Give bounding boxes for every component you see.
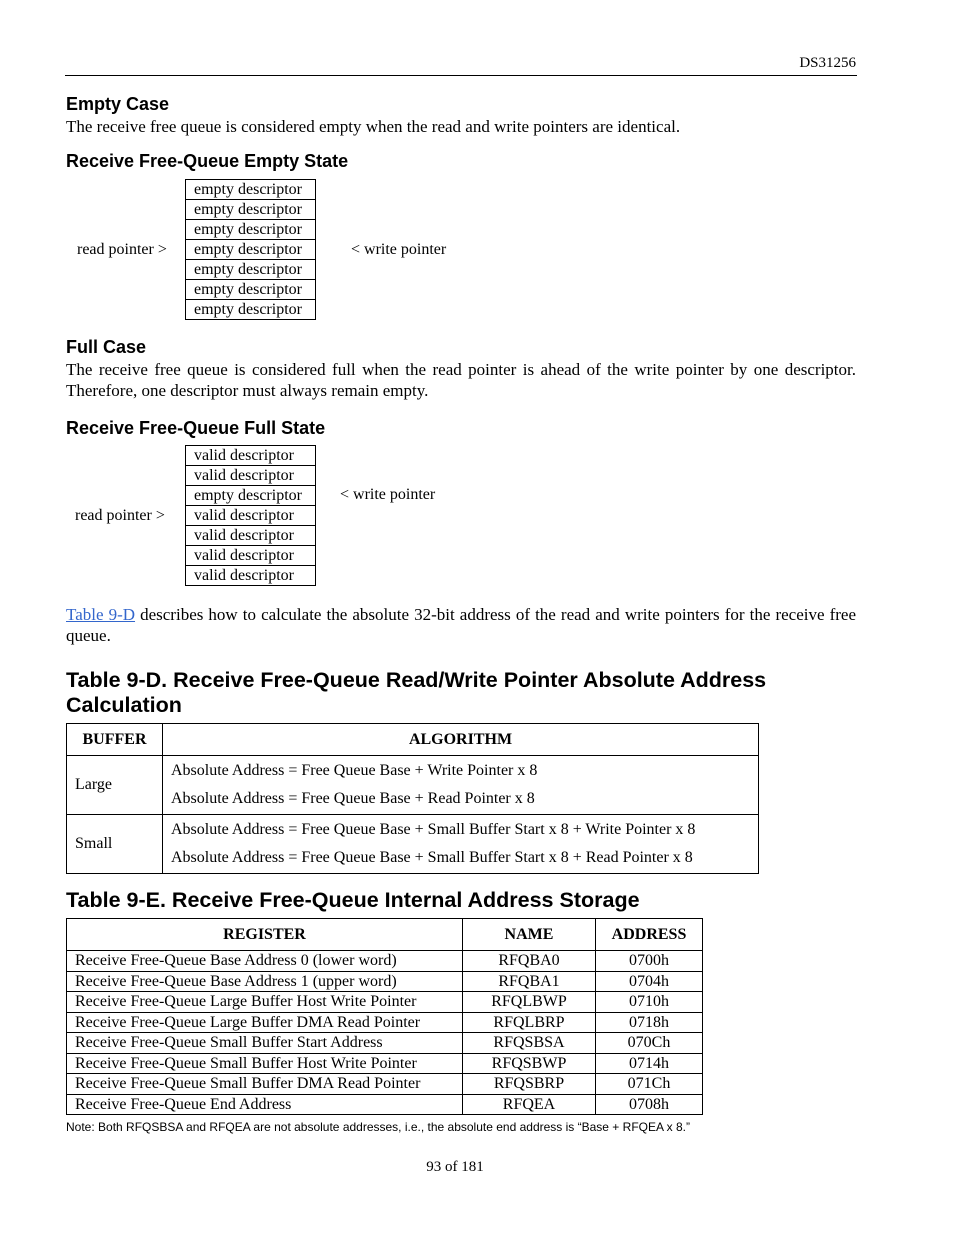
full-write-pointer-label: < write pointer (340, 486, 436, 503)
full-read-pointer-label: read pointer > (75, 507, 165, 524)
full-state-queue (185, 445, 316, 586)
algorithm-line: Absolute Address = Free Queue Base + Small Buffer Start x 8 + Read Pointer x 8 (171, 849, 693, 866)
queue-slot-label: empty descriptor (186, 300, 316, 320)
register-cell: Receive Free-Queue End Address (67, 1094, 463, 1115)
table-note: Note: Both RFQSBSA and RFQEA are not absolute addresses, i.e., the absolute end address is “Base + RFQEA x 8.” (66, 1120, 690, 1134)
register-cell: Receive Free-Queue Small Buffer Start Address (67, 1033, 463, 1054)
table-reference-paragraph (66, 604, 856, 646)
queue-slot (186, 220, 316, 240)
empty-state-queue (185, 179, 316, 320)
address-cell: 071Ch (596, 1074, 703, 1095)
queue-slot (186, 446, 316, 466)
name-cell: RFQLBWP (463, 992, 596, 1013)
algorithm-cell (163, 815, 759, 874)
register-cell: Receive Free-Queue Base Address 0 (lower word) (67, 951, 463, 972)
queue-slot-label: empty descriptor (186, 486, 316, 506)
column-header-register: REGISTER (67, 919, 463, 951)
address-cell: 0714h (596, 1053, 703, 1074)
empty-case-heading: Empty Case (66, 94, 170, 114)
document-id: DS31256 (799, 55, 856, 71)
table-row (67, 1012, 703, 1033)
register-cell: Receive Free-Queue Small Buffer DMA Read Pointer (67, 1074, 463, 1095)
address-cell: 0700h (596, 951, 703, 972)
name-cell: RFQSBSA (463, 1033, 596, 1054)
name-cell: RFQBA0 (463, 951, 596, 972)
address-cell: 0718h (596, 1012, 703, 1033)
register-cell: Receive Free-Queue Large Buffer Host Write Pointer (67, 992, 463, 1013)
header-rule (65, 75, 857, 76)
queue-slot-label: valid descriptor (186, 566, 316, 586)
table-9d (66, 723, 759, 874)
table-row (67, 1053, 703, 1074)
queue-slot (186, 200, 316, 220)
queue-slot-label: valid descriptor (186, 506, 316, 526)
queue-slot-label: empty descriptor (186, 200, 316, 220)
table-row (67, 1074, 703, 1095)
name-cell: RFQEA (463, 1094, 596, 1115)
name-cell: RFQSBWP (463, 1053, 596, 1074)
queue-slot-label: empty descriptor (186, 220, 316, 240)
table-row (67, 992, 703, 1013)
queue-slot-label: valid descriptor (186, 546, 316, 566)
register-cell: Receive Free-Queue Base Address 1 (upper word) (67, 971, 463, 992)
queue-slot (186, 280, 316, 300)
table-9d-title: Table 9-D. Receive Free-Queue Read/Write Pointer Absolute Address Calculation (66, 668, 767, 717)
empty-state-heading: Receive Free-Queue Empty State (66, 151, 349, 171)
address-cell: 0708h (596, 1094, 703, 1115)
queue-slot (186, 180, 316, 200)
algorithm-cell (163, 756, 759, 815)
register-cell: Receive Free-Queue Large Buffer DMA Read Pointer (67, 1012, 463, 1033)
queue-slot (186, 466, 316, 486)
table-row (67, 1033, 703, 1054)
empty-write-pointer-label: < write pointer (351, 241, 447, 258)
column-header-address: ADDRESS (596, 919, 703, 951)
queue-slot (186, 566, 316, 586)
column-header-algorithm: ALGORITHM (163, 724, 759, 756)
table-row (67, 815, 759, 874)
full-state-heading: Receive Free-Queue Full State (66, 418, 326, 438)
buffer-cell: Small (67, 815, 163, 874)
table-9d-link[interactable]: Table 9-D (66, 605, 136, 624)
queue-slot (186, 300, 316, 320)
queue-slot-label: valid descriptor (186, 466, 316, 486)
table-9e (66, 918, 703, 1115)
table-row (67, 1094, 703, 1115)
name-cell: RFQSBRP (463, 1074, 596, 1095)
queue-slot (186, 486, 316, 506)
address-cell: 070Ch (596, 1033, 703, 1054)
queue-slot-label: empty descriptor (186, 240, 316, 260)
queue-slot-label: empty descriptor (186, 260, 316, 280)
name-cell: RFQBA1 (463, 971, 596, 992)
reference-text: describes how to calculate the absolute 32-bit address of the read and write pointers for the receive free queue. (66, 605, 857, 645)
table-9e-title: Table 9-E. Receive Free-Queue Internal Address Storage (66, 888, 640, 912)
queue-slot (186, 260, 316, 280)
register-cell: Receive Free-Queue Small Buffer Host Write Pointer (67, 1053, 463, 1074)
full-case-text: The receive free queue is considered full when the read pointer is ahead of the write pointer by one descriptor. Therefore, one descriptor must always remain empty. (66, 360, 856, 400)
queue-slot (186, 506, 316, 526)
table-row (67, 951, 703, 972)
empty-read-pointer-label: read pointer > (77, 241, 167, 258)
buffer-cell: Large (67, 756, 163, 815)
empty-case-text: The receive free queue is considered empty when the read and write pointers are identical. (66, 117, 681, 136)
queue-slot (186, 240, 316, 260)
algorithm-line: Absolute Address = Free Queue Base + Small Buffer Start x 8 + Write Pointer x 8 (171, 821, 696, 838)
name-cell: RFQLBRP (463, 1012, 596, 1033)
column-header-name: NAME (463, 919, 596, 951)
queue-slot-label: valid descriptor (186, 526, 316, 546)
full-case-heading: Full Case (66, 337, 147, 357)
table-header-row (67, 724, 759, 756)
address-cell: 0710h (596, 992, 703, 1013)
queue-slot (186, 546, 316, 566)
queue-slot-label: empty descriptor (186, 280, 316, 300)
table-header-row (67, 919, 703, 951)
page-number: 93 of 181 (426, 1159, 484, 1175)
queue-slot (186, 526, 316, 546)
column-header-buffer: BUFFER (67, 724, 163, 756)
algorithm-line: Absolute Address = Free Queue Base + Write Pointer x 8 (171, 762, 538, 779)
queue-slot-label: empty descriptor (186, 180, 316, 200)
table-row (67, 756, 759, 815)
address-cell: 0704h (596, 971, 703, 992)
queue-slot-label: valid descriptor (186, 446, 316, 466)
table-row (67, 971, 703, 992)
algorithm-line: Absolute Address = Free Queue Base + Read Pointer x 8 (171, 790, 535, 807)
